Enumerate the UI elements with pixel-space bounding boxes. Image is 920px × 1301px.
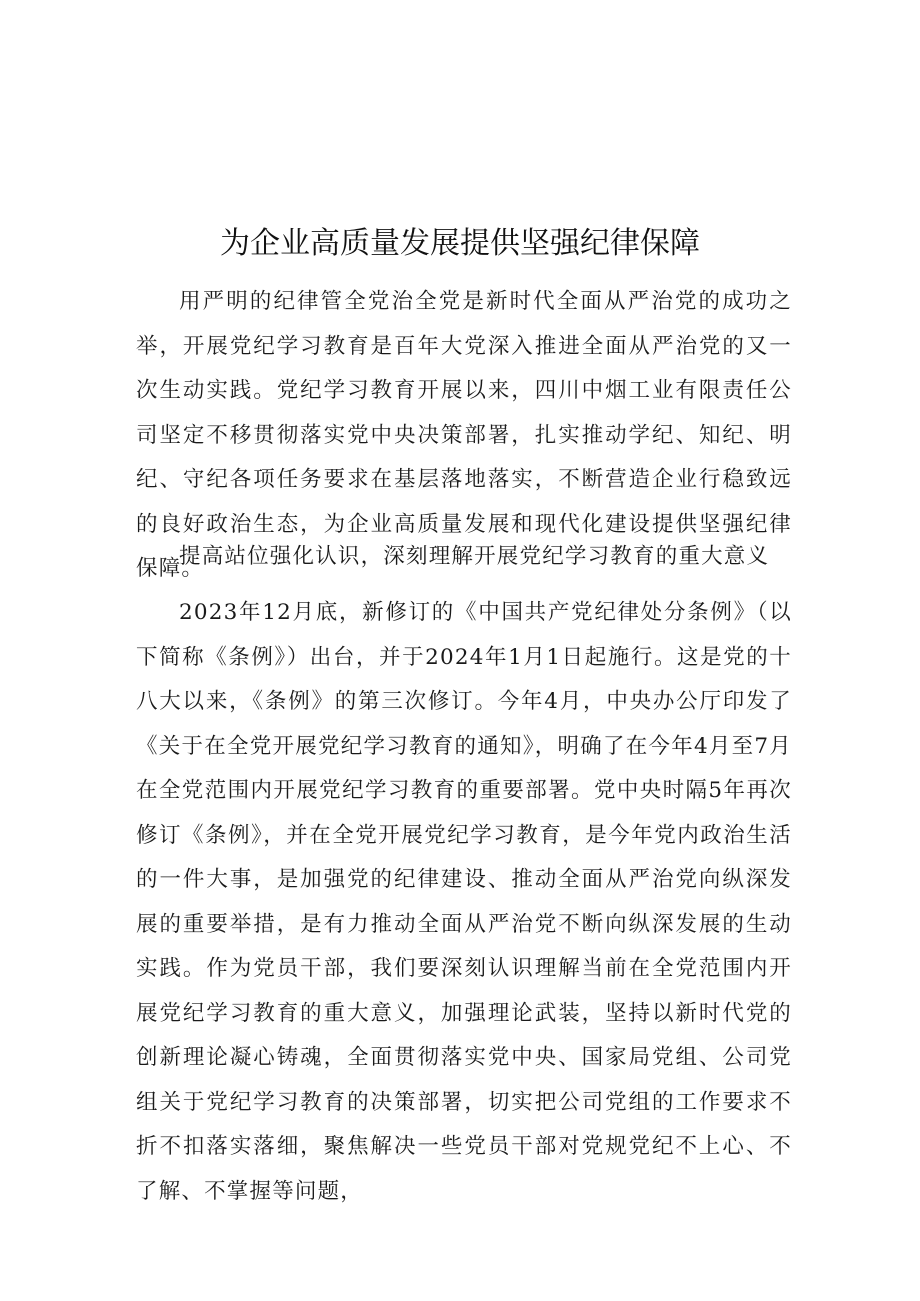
paragraph-intro: 用严明的纪律管全党治全党是新时代全面从严治党的成功之举，开展党纪学习教育是百年大党深入推进全面从严治党的又一次生动实践。党纪学习教育开展以来，四川中烟工业有限责任公司坚定不移贯彻落实党中央决策部署，扎实推动学纪、知纪、明纪、守纪各项任务要求在基层落地落实，不断营造企业行稳致远的良好政治生态，为企业高质量发展和现代化建设提供坚强纪律保障。 xyxy=(136,289,792,581)
document-title: 为企业高质量发展提供坚强纪律保障 xyxy=(220,226,700,261)
paragraph-significance: 2023年12月底，新修订的《中国共产党纪律处分条例》（以下简称《条例》）出台，并于2024年1月1日起施行。这是党的十八大以来，《条例》的第三次修订。今年4月，中央办公厅印发了《关于在全党开展党纪学习教育的通知》，明确了在今年4月至7月在全党范围内开展党纪学习教育的重要部署。党中央时隔5年再次修订《条例》，并在全党开展党纪学习教育，是今年党内政治生活的一件大事，是加强党的纪律建设、推动全面从严治党向纵深发展的重要举措，是有力推动全面从严治党不断向纵深发展的生动实践。作为党员干部，我们要深刻认识理解当前在全党范围内开展党纪学习教育的重大意义，加强理论武装，坚持以新时代党的创新理论凝心铸魂，全面贯彻落实党中央、国家局党组、公司党组关于党纪学习教育的决策部署，切实把公司党组的工作要求不折不扣落实落细，聚焦解决一些党员干部对党规党纪不上心、不了解、不掌握等问题， xyxy=(136,600,792,1204)
section-heading: 提高站位强化认识，深刻理解开展党纪学习教育的重大意义 xyxy=(179,544,770,569)
